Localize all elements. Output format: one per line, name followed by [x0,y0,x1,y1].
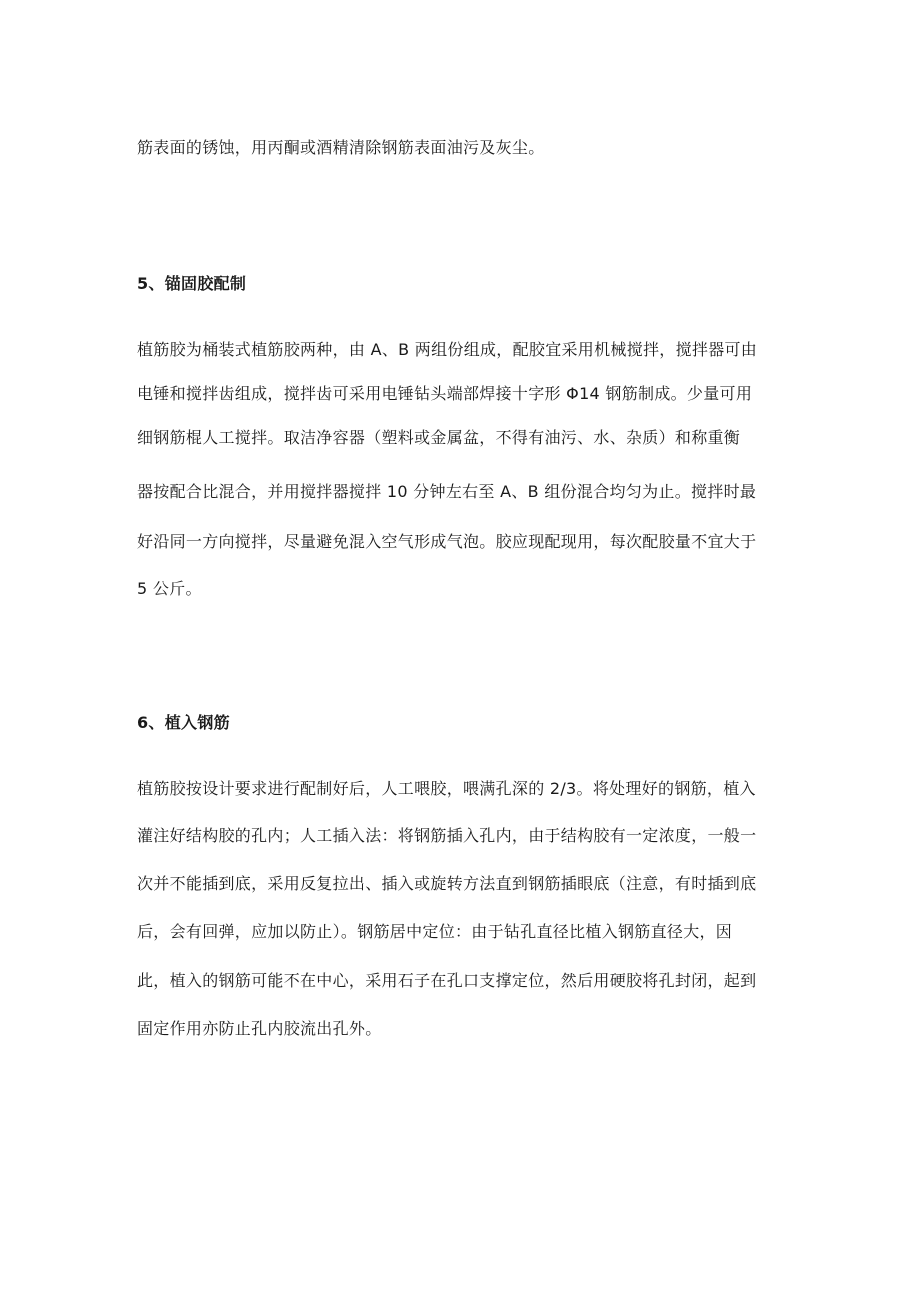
section-5-line-2: 电锤和搅拌齿组成，搅拌齿可采用电锤钻头端部焊接十字形 Φ14 钢筋制成。少量可用 [137,384,753,403]
section-6-heading: 6、植入钢筋 [137,713,230,732]
section-6-line-2: 灌注好结构胶的孔内；人工插入法：将钢筋插入孔内，由于结构胶有一定浓度，一般一 [137,826,757,845]
section-5-line-1: 植筋胶为桶装式植筋胶两种，由 A、B 两组份组成，配胶宜采用机械搅拌，搅拌器可由 [137,340,758,359]
section-6-line-6: 固定作用亦防止孔内胶流出孔外。 [137,1019,382,1038]
section-5-line-5: 好沿同一方向搅拌，尽量避免混入空气形成气泡。胶应现配现用，每次配胶量不宜大于 [137,532,757,551]
section-5-heading: 5、锚固胶配制 [137,274,247,293]
section-6-line-1: 植筋胶按设计要求进行配制好后，人工喂胶，喂满孔深的 2/3。将处理好的钢筋，植入 [137,779,756,798]
section-5-line-3: 细钢筋棍人工搅拌。取洁净容器（塑料或金属盆，不得有油污、水、杂质）和称重衡 [137,428,741,447]
section-5-line-6: 5 公斤。 [137,579,202,598]
section-6-line-3: 次并不能插到底，采用反复拉出、插入或旋转方法直到钢筋插眼底（注意，有时插到底 [137,874,757,893]
section-6-line-5: 此，植入的钢筋可能不在中心，采用石子在孔口支撑定位，然后用硬胶将孔封闭，起到 [137,971,757,990]
intro-paragraph-line: 筋表面的锈蚀，用丙酮或酒精清除钢筋表面油污及灰尘。 [137,138,545,157]
section-6-line-4: 后，会有回弹，应加以防止）。钢筋居中定位：由于钻孔直径比植入钢筋直径大，因 [137,922,733,941]
section-5-line-4: 器按配合比混合，并用搅拌器搅拌 10 分钟左右至 A、B 组份混合均匀为止。搅拌时最 [137,482,757,501]
